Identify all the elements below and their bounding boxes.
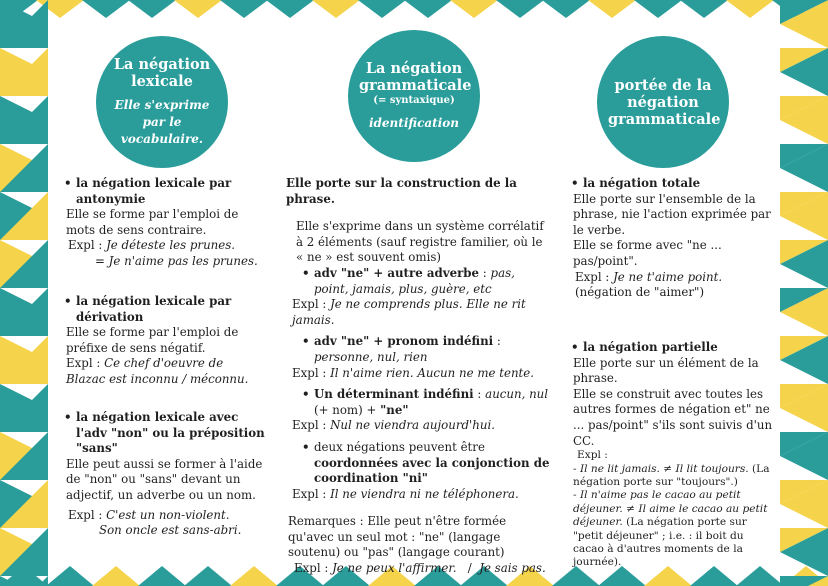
example-ni: Expl : Il ne viendra ni ne téléphonera. — [292, 486, 519, 501]
heading-partielle: • la négation partielle — [569, 340, 775, 356]
heading-totale: • la négation totale — [569, 176, 775, 192]
bottom-triangle — [184, 566, 232, 586]
circle-subtitle: identification — [368, 116, 460, 130]
example-determinant: Expl : Nul ne viendra aujourd'hui. — [292, 418, 495, 433]
example-partielle-1: - Il ne lit jamais. ≠ Il lit toujours. (La négation porte sur "toujours".) — [573, 462, 770, 488]
example-label: Expl : — [577, 449, 608, 462]
text-remarque: Remarques : Elle peut n'être formée qu'avec un seul mot : "ne" (langage soutenu) ou "pas" (langage courant) — [288, 514, 507, 560]
text-totale-2: Elle se forme avec "ne ... pas/point". — [573, 238, 722, 268]
section-antonymie — [62, 176, 262, 270]
top-triangle — [680, 0, 728, 18]
top-triangle — [312, 0, 360, 18]
top-triangle — [404, 0, 452, 18]
bottom-triangle — [230, 566, 278, 586]
top-triangle — [358, 0, 406, 18]
example-non-sans: Expl : C'est un non-violent. — [68, 507, 230, 522]
top-triangle — [174, 0, 222, 18]
heading-non-sans: • la négation lexicale avec l'adv "non" ou la préposition "sans" — [62, 410, 266, 457]
text-partielle-2: Elle se construit avec toutes les autres formes de négation et" ne ... pas/point" s'ils sont suivis d'un CC. — [573, 386, 773, 448]
text-totale: Elle porte sur l'ensemble de la phrase, nie l'action exprimée par le verbe. — [573, 191, 771, 237]
circle-subtitle: Elle s'exprime par le vocabulaire. — [114, 98, 210, 146]
section-partielle — [569, 340, 775, 570]
section-grammaticale — [286, 176, 550, 577]
example-remarque: Expl : Je ne peux l'affirmer. / Je sais pas. — [294, 561, 546, 576]
top-triangle — [266, 0, 314, 18]
item-pronom: • adv "ne" + pronom indéfini : personne, nul, rien — [300, 334, 550, 365]
section-totale — [569, 176, 775, 301]
text-non-sans: Elle peut aussi se former à l'aide de "non" ou "sans" devant un adjectif, un adverbe ou un nom. — [66, 456, 263, 502]
circle-small: (= syntaxique) — [373, 95, 455, 106]
example-non-sans-2: Son oncle est sans-abri. — [99, 523, 242, 538]
top-triangle — [450, 0, 498, 18]
example-pronom: Expl : Il n'aime rien. Aucun ne me tente. — [292, 365, 535, 380]
text-partielle: Elle porte sur un élément de la phrase. — [573, 355, 759, 386]
circle-title: La négation lexicale — [113, 56, 211, 90]
item-adverbe: • adv "ne" + autre adverbe : pas, point, jamais, plus, guère, etc — [300, 266, 550, 297]
example-partielle-2: - Il n'aime pas le cacao au petit déjeuner. ≠ Il aime le cacao au petit déjeuner. (La négation porte sur "petit déjeuner" ; i.e. : il boit du cacao à d'autres moments de la journée). — [573, 489, 768, 569]
top-triangle — [542, 0, 590, 18]
examples-partielle — [573, 449, 775, 570]
heading-derivation: • la négation lexicale par dérivation — [62, 294, 262, 325]
item-determinant: • Un déterminant indéfini : aucun, nul (+ nom) + "ne" — [300, 387, 550, 418]
top-triangle — [726, 0, 774, 18]
top-triangle — [588, 0, 636, 18]
text-antonymie: Elle se forme par l'emploi de mots de sens contraire. — [66, 207, 239, 237]
top-triangle — [220, 0, 268, 18]
text-intro: Elle s'exprime dans un système corrélatif à 2 éléments (sauf registre familier, où le « ne » est souvent omis) — [296, 219, 544, 265]
text-derivation: Elle se forme par l'emploi de préfixe de sens négatif. — [66, 325, 239, 355]
circle-portee — [597, 36, 729, 168]
circle-title: portée de la négation grammaticale — [608, 76, 721, 128]
example-derivation: Expl : Ce chef d'oeuvre de Blazac est inconnu / méconnu. — [66, 356, 249, 386]
bottom-triangle — [92, 566, 140, 586]
section-non-sans — [62, 410, 266, 539]
top-triangle — [82, 0, 130, 18]
example-antonymie: Expl : Je déteste les prunes. — [68, 238, 236, 253]
example-antonymie-2: = Je n'aime pas les prunes. — [95, 253, 258, 268]
bottom-triangle — [138, 566, 186, 586]
example-totale: Expl : Je ne t'aime point. (négation de "aimer") — [575, 269, 723, 300]
circle-negation-lexicale — [96, 36, 228, 168]
heading-construction: Elle porte sur la construction de la phrase. — [286, 176, 517, 206]
top-triangle — [496, 0, 544, 18]
circle-title: La négation grammaticale — [359, 60, 472, 94]
top-triangle — [634, 0, 682, 18]
section-derivation — [62, 294, 262, 388]
heading-antonymie: • la négation lexicale par antonymie — [62, 176, 262, 207]
top-triangle — [128, 0, 176, 18]
item-ni: • deux négations peuvent être coordonnées avec la conjonction de coordination "ni" — [300, 440, 550, 487]
bottom-triangle — [46, 566, 94, 586]
circle-negation-grammaticale — [348, 30, 480, 162]
example-adverbe: Expl : Je ne comprends plus. Elle ne rit jamais. — [292, 297, 526, 327]
